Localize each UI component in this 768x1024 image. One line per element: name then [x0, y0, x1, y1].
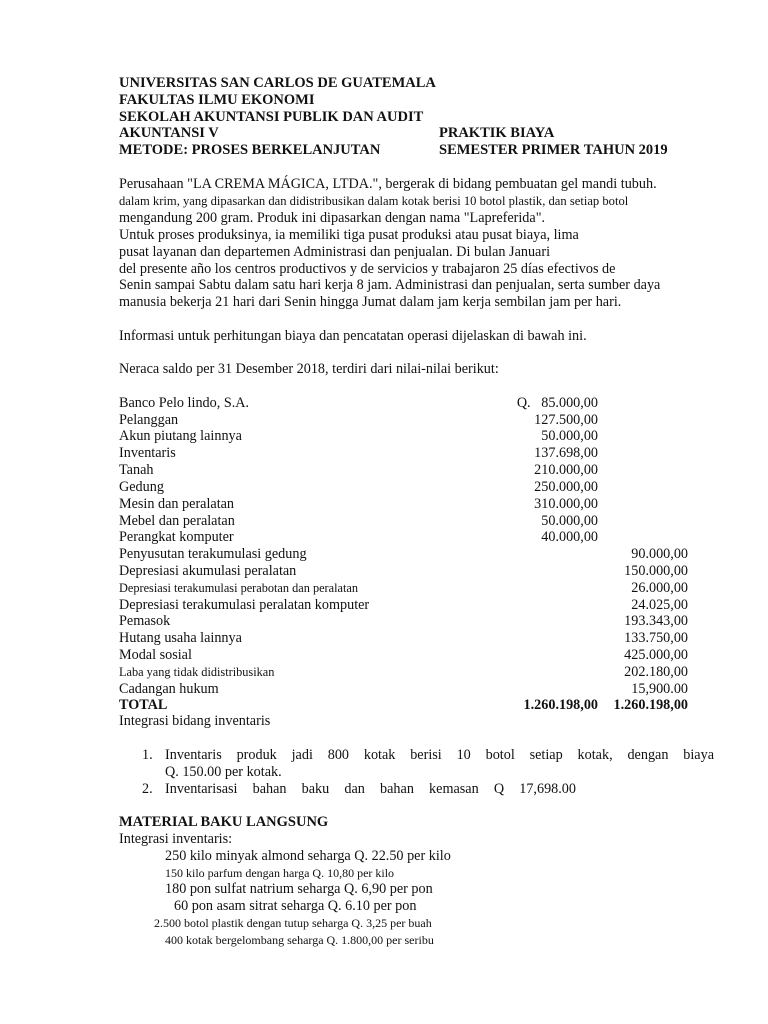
balance-row — [119, 681, 689, 698]
material-item: 400 kotak bergelombang seharga Q. 1.800,00 per seribu — [165, 933, 434, 947]
balance-credit: 425.000,00 — [624, 647, 688, 663]
item-text: Inventaris produk jadi 800 kotak berisi 10 botol setiap kotak, dengan biaya — [165, 747, 714, 763]
balance-row — [119, 412, 689, 429]
item-number: 1. — [142, 747, 153, 763]
balance-row — [119, 546, 689, 563]
balance-credit: 202.180,00 — [624, 664, 688, 680]
balance-label: Laba yang tidak didistribusikan — [119, 665, 275, 679]
material-subtitle: Integrasi inventaris: — [119, 831, 233, 847]
balance-credit: 193.343,00 — [624, 613, 688, 629]
material-item: 250 kilo minyak almond seharga Q. 22.50 per kilo — [165, 848, 451, 864]
intro-line: dalam krim, yang dipasarkan dan didistribusikan dalam kotak berisi 10 botol plastik, dan setiap botol — [119, 194, 629, 208]
balance-debit: 250.000,00 — [534, 479, 598, 495]
balance-total-row — [119, 697, 689, 714]
material-item: 2.500 botol plastik dengan tutup seharga Q. 3,25 per buah — [154, 916, 432, 930]
balance-row — [119, 479, 689, 496]
intro-line: manusia bekerja 21 hari dari Senin hingga Jumat dalam jam kerja sembilan jam per hari. — [119, 294, 622, 310]
balance-debit: 127.500,00 — [534, 412, 598, 428]
balance-credit: 90.000,00 — [631, 546, 688, 562]
item-text: Inventarisasi bahan baku dan bahan kemasan Q 17,698.00 — [165, 781, 576, 797]
balance-row — [119, 513, 689, 530]
balance-row — [119, 395, 689, 412]
balance-row — [119, 580, 689, 597]
intro-line: Senin sampai Sabtu dalam satu hari kerja 8 jam. Administrasi dan penjualan, serta sumber daya — [119, 277, 661, 293]
practice-title: PRAKTIK BIAYA — [439, 125, 555, 141]
balance-label: Depresiasi akumulasi peralatan — [119, 563, 297, 579]
balance-credit: 15,900.00 — [631, 681, 688, 697]
balance-debit: 310.000,00 — [534, 496, 598, 512]
balance-row — [119, 462, 689, 479]
balance-row — [119, 428, 689, 445]
material-item: 150 kilo parfum dengan harga Q. 10,80 per kilo — [165, 866, 395, 880]
balance-label: Akun piutang lainnya — [119, 428, 242, 444]
balance-row — [119, 445, 689, 462]
balance-debit: 50.000,00 — [541, 513, 598, 529]
university-name: UNIVERSITAS SAN CARLOS DE GUATEMALA — [119, 75, 436, 91]
balance-credit: 26.000,00 — [631, 580, 688, 596]
method-title: METODE: PROSES BERKELANJUTAN — [119, 142, 381, 158]
balance-debit: 137.698,00 — [534, 445, 598, 461]
balance-row — [119, 647, 689, 664]
balance-row — [119, 529, 689, 546]
balance-debit: Q. 85.000,00 — [516, 395, 598, 411]
course-name: AKUNTANSI V — [119, 125, 219, 141]
balance-intro: Neraca saldo per 31 Desember 2018, terdiri dari nilai-nilai berikut: — [119, 361, 499, 377]
balance-row — [119, 597, 689, 614]
balance-label: Banco Pelo lindo, S.A. — [119, 395, 250, 411]
balance-credit: 24.025,00 — [631, 597, 688, 613]
info-paragraph: Informasi untuk perhitungan biaya dan pencatatan operasi dijelaskan di bawah ini. — [119, 328, 587, 344]
balance-label: Depresiasi terakumulasi perabotan dan peralatan — [119, 581, 359, 595]
balance-label: Pelanggan — [119, 412, 179, 428]
balance-label: Penyusutan terakumulasi gedung — [119, 546, 307, 562]
intro-line: pusat layanan dan departemen Administrasi dan penjualan. Di bulan Januari — [119, 244, 551, 260]
balance-label: Modal sosial — [119, 647, 192, 663]
balance-row — [119, 496, 689, 513]
balance-label: Tanah — [119, 462, 154, 478]
balance-row — [119, 613, 689, 630]
balance-row — [119, 630, 689, 647]
balance-label: Cadangan hukum — [119, 681, 219, 697]
balance-label: Gedung — [119, 479, 164, 495]
school-name: SEKOLAH AKUNTANSI PUBLIK DAN AUDIT — [119, 109, 424, 125]
balance-label: Inventaris — [119, 445, 176, 461]
balance-row — [119, 664, 689, 681]
material-item: 180 pon sulfat natrium seharga Q. 6,90 per pon — [165, 881, 433, 897]
balance-debit: 210.000,00 — [534, 462, 598, 478]
balance-label: Depresiasi terakumulasi peralatan komputer — [119, 597, 370, 613]
balance-label: Perangkat komputer — [119, 529, 234, 545]
balance-label: Mesin dan peralatan — [119, 496, 235, 512]
total-label: TOTAL — [119, 697, 168, 713]
semester-title: SEMESTER PRIMER TAHUN 2019 — [439, 142, 668, 158]
balance-label: Pemasok — [119, 613, 171, 629]
intro-line: Untuk proses produksinya, ia memiliki tiga pusat produksi atau pusat biaya, lima — [119, 227, 579, 243]
intro-line: Perusahaan "LA CREMA MÁGICA, LTDA.", bergerak di bidang pembuatan gel mandi tubuh. — [119, 176, 657, 192]
balance-label: Mebel dan peralatan — [119, 513, 235, 529]
item-text-cont: Q. 150.00 per kotak. — [165, 764, 282, 780]
material-title: MATERIAL BAKU LANGSUNG — [119, 814, 329, 830]
balance-credit: 133.750,00 — [624, 630, 688, 646]
material-item: 60 pon asam sitrat seharga Q. 6.10 per pon — [174, 898, 417, 914]
total-debit: 1.260.198,00 — [523, 697, 598, 713]
balance-row — [119, 563, 689, 580]
total-credit: 1.260.198,00 — [613, 697, 688, 713]
item-number: 2. — [142, 781, 153, 797]
intro-line: mengandung 200 gram. Produk ini dipasarkan dengan nama "Lapreferida". — [119, 210, 546, 226]
faculty-name: FAKULTAS ILMU EKONOMI — [119, 92, 315, 108]
intro-line: del presente año los centros productivos y de servicios y trabajaron 25 días efectivos de — [119, 261, 616, 277]
balance-credit: 150.000,00 — [624, 563, 688, 579]
balance-debit: 40.000,00 — [541, 529, 598, 545]
balance-label: Hutang usaha lainnya — [119, 630, 242, 646]
inventory-title: Integrasi bidang inventaris — [119, 713, 271, 729]
balance-debit: 50.000,00 — [541, 428, 598, 444]
